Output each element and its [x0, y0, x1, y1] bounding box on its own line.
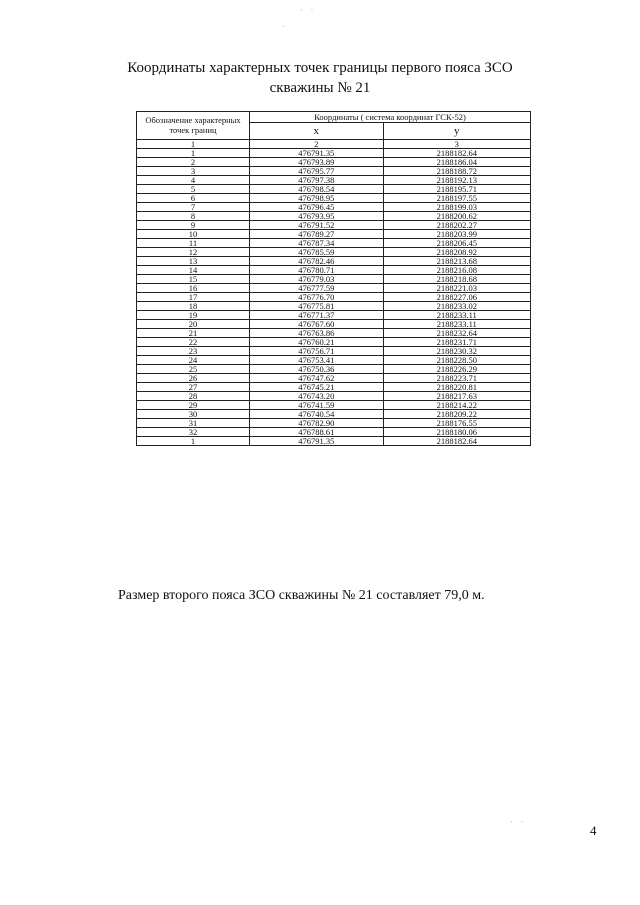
- y-coordinate-cell: 2188227.06: [383, 293, 530, 302]
- y-coordinate-cell: 2188209.22: [383, 410, 530, 419]
- point-cell: 29: [137, 401, 250, 410]
- y-coordinate-cell: 2188214.22: [383, 401, 530, 410]
- point-cell: 27: [137, 383, 250, 392]
- point-cell: 10: [137, 230, 250, 239]
- point-cell: 1: [137, 149, 250, 158]
- y-coordinate-cell: 2188233.11: [383, 320, 530, 329]
- title-line-2: скважины № 21: [269, 80, 371, 96]
- x-coordinate-cell: 476791.52: [250, 221, 384, 230]
- x-coordinate-cell: 476741.59: [250, 401, 384, 410]
- x-coordinate-cell: 476756.71: [250, 347, 384, 356]
- y-coordinate-cell: 2188199.03: [383, 203, 530, 212]
- x-coordinate-cell: 476763.86: [250, 329, 384, 338]
- point-cell: 20: [137, 320, 250, 329]
- x-coordinate-cell: 476789.27: [250, 230, 384, 239]
- y-coordinate-cell: 2188206.45: [383, 239, 530, 248]
- point-cell: 26: [137, 374, 250, 383]
- x-coordinate-cell: 476740.54: [250, 410, 384, 419]
- x-coordinate-cell: 476787.34: [250, 239, 384, 248]
- scan-artifact: · ·: [510, 818, 527, 827]
- x-coordinate-cell: 476796.45: [250, 203, 384, 212]
- point-cell: 14: [137, 266, 250, 275]
- y-coordinate-cell: 2188217.63: [383, 392, 530, 401]
- y-coordinate-cell: 2188232.64: [383, 329, 530, 338]
- x-coordinate-cell: 476782.46: [250, 257, 384, 266]
- x-coordinate-cell: 476798.95: [250, 194, 384, 203]
- table-row: [137, 437, 531, 446]
- x-coordinate-cell: 476793.95: [250, 212, 384, 221]
- x-coordinate-cell: 476747.62: [250, 374, 384, 383]
- y-coordinate-cell: 2188220.81: [383, 383, 530, 392]
- point-cell: 11: [137, 239, 250, 248]
- coordinates-system-header: Координаты ( система координат ГСК-52): [250, 112, 531, 123]
- point-cell: 7: [137, 203, 250, 212]
- y-coordinate-cell: 2188213.68: [383, 257, 530, 266]
- scan-artifact: ·: [282, 22, 288, 31]
- title-line-1: Координаты характерных точек границы первого пояса ЗСО: [127, 60, 513, 76]
- designation-header: Обозначение характерных точек границ: [137, 112, 250, 140]
- x-coordinate-cell: 476797.38: [250, 176, 384, 185]
- x-coordinate-cell: 476776.70: [250, 293, 384, 302]
- y-coordinate-cell: 2188233.11: [383, 311, 530, 320]
- y-coordinate-cell: 2188203.99: [383, 230, 530, 239]
- y-coordinate-cell: 2188182.64: [383, 149, 530, 158]
- point-cell: 3: [137, 167, 250, 176]
- point-cell: 32: [137, 428, 250, 437]
- point-cell: 23: [137, 347, 250, 356]
- y-coordinate-cell: 2188188.72: [383, 167, 530, 176]
- y-coordinate-cell: 2188192.13: [383, 176, 530, 185]
- y-coordinate-cell: 2188231.71: [383, 338, 530, 347]
- x-coordinate-cell: 476782.90: [250, 419, 384, 428]
- point-cell: 24: [137, 356, 250, 365]
- y-coordinate-cell: 2188186.04: [383, 158, 530, 167]
- y-coordinate-cell: 2188197.55: [383, 194, 530, 203]
- x-coordinate-cell: 476753.41: [250, 356, 384, 365]
- point-cell: 17: [137, 293, 250, 302]
- x-header: x: [250, 123, 384, 140]
- point-cell: 4: [137, 176, 250, 185]
- point-cell: 2: [137, 158, 250, 167]
- point-cell: 8: [137, 212, 250, 221]
- y-coordinate-cell: 2188180.06: [383, 428, 530, 437]
- point-cell: 5: [137, 185, 250, 194]
- y-coordinate-cell: 2188216.08: [383, 266, 530, 275]
- point-cell: 6: [137, 194, 250, 203]
- y-header: y: [383, 123, 530, 140]
- point-cell: 9: [137, 221, 250, 230]
- y-coordinate-cell: 2188176.55: [383, 419, 530, 428]
- x-coordinate-cell: 476745.21: [250, 383, 384, 392]
- x-coordinate-cell: 476791.35: [250, 437, 384, 446]
- x-coordinate-cell: 476771.37: [250, 311, 384, 320]
- x-coordinate-cell: 476785.59: [250, 248, 384, 257]
- column-number: 1: [137, 140, 250, 149]
- x-coordinate-cell: 476791.35: [250, 149, 384, 158]
- y-coordinate-cell: 2188218.68: [383, 275, 530, 284]
- y-coordinate-cell: 2188202.27: [383, 221, 530, 230]
- y-coordinate-cell: 2188200.62: [383, 212, 530, 221]
- scan-artifact: · ·: [300, 6, 317, 15]
- x-coordinate-cell: 476795.77: [250, 167, 384, 176]
- y-coordinate-cell: 2188208.92: [383, 248, 530, 257]
- y-coordinate-cell: 2188221.03: [383, 284, 530, 293]
- column-number: 3: [383, 140, 530, 149]
- y-coordinate-cell: 2188195.71: [383, 185, 530, 194]
- x-coordinate-cell: 476743.20: [250, 392, 384, 401]
- x-coordinate-cell: 476767.60: [250, 320, 384, 329]
- x-coordinate-cell: 476798.54: [250, 185, 384, 194]
- point-cell: 12: [137, 248, 250, 257]
- x-coordinate-cell: 476777.59: [250, 284, 384, 293]
- point-cell: 31: [137, 419, 250, 428]
- x-coordinate-cell: 476793.89: [250, 158, 384, 167]
- y-coordinate-cell: 2188228.50: [383, 356, 530, 365]
- point-cell: 25: [137, 365, 250, 374]
- y-coordinate-cell: 2188226.29: [383, 365, 530, 374]
- coordinates-table: [136, 111, 531, 446]
- document-title: [120, 58, 520, 98]
- point-cell: 22: [137, 338, 250, 347]
- point-cell: 1: [137, 437, 250, 446]
- point-cell: 13: [137, 257, 250, 266]
- x-coordinate-cell: 476779.03: [250, 275, 384, 284]
- x-coordinate-cell: 476788.61: [250, 428, 384, 437]
- point-cell: 19: [137, 311, 250, 320]
- second-zone-size-note: Размер второго пояса ЗСО скважины № 21 составляет 79,0 м.: [118, 588, 485, 603]
- x-coordinate-cell: 476760.21: [250, 338, 384, 347]
- point-cell: 15: [137, 275, 250, 284]
- x-coordinate-cell: 476775.81: [250, 302, 384, 311]
- point-cell: 28: [137, 392, 250, 401]
- x-coordinate-cell: 476750.36: [250, 365, 384, 374]
- point-cell: 21: [137, 329, 250, 338]
- y-coordinate-cell: 2188223.71: [383, 374, 530, 383]
- y-coordinate-cell: 2188230.32: [383, 347, 530, 356]
- point-cell: 30: [137, 410, 250, 419]
- y-coordinate-cell: 2188233.02: [383, 302, 530, 311]
- page-number: 4: [590, 823, 597, 838]
- column-number: 2: [250, 140, 384, 149]
- x-coordinate-cell: 476780.71: [250, 266, 384, 275]
- point-cell: 16: [137, 284, 250, 293]
- y-coordinate-cell: 2188182.64: [383, 437, 530, 446]
- point-cell: 18: [137, 302, 250, 311]
